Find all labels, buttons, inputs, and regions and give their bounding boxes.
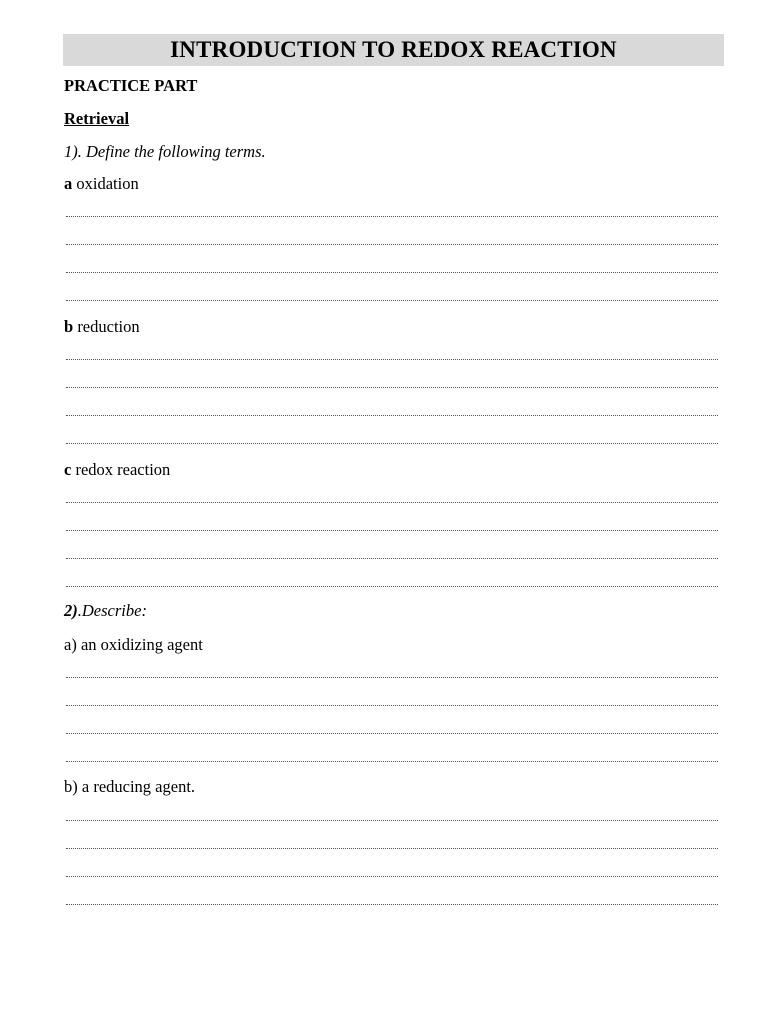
answer-line[interactable]: [66, 300, 718, 301]
subsection-heading: Retrieval: [64, 109, 130, 128]
answer-line[interactable]: [66, 216, 718, 217]
question-2-text: .Describe:: [77, 601, 147, 620]
answer-line[interactable]: [66, 443, 718, 444]
page-title: INTRODUCTION TO REDOX REACTION: [170, 37, 617, 62]
answer-line[interactable]: [66, 244, 718, 245]
question-1-prompt: [64, 142, 266, 162]
question-1b-term: reduction: [73, 317, 140, 336]
section-heading: PRACTICE PART: [64, 76, 198, 95]
question-2a: a) an oxidizing agent: [64, 635, 203, 654]
title-banner: [63, 34, 724, 66]
answer-line[interactable]: [66, 733, 718, 734]
question-1a-term: oxidation: [72, 174, 139, 193]
answer-line[interactable]: [66, 820, 718, 821]
answer-line[interactable]: [66, 848, 718, 849]
question-1a: [64, 174, 139, 194]
question-2-number: 2): [64, 601, 78, 620]
answer-line[interactable]: [66, 387, 718, 388]
question-1b-letter: b: [64, 317, 74, 336]
question-1c-letter: c: [64, 460, 72, 479]
answer-line[interactable]: [66, 705, 718, 706]
question-2b: b) a reducing agent.: [64, 777, 196, 796]
question-1-text: ). Define the following terms.: [72, 142, 266, 161]
answer-line[interactable]: [66, 502, 718, 503]
answer-line[interactable]: [66, 586, 718, 587]
question-1c-term: redox reaction: [71, 460, 171, 479]
question-1c: [64, 460, 170, 480]
question-1-number: 1: [64, 142, 73, 161]
answer-line[interactable]: [66, 415, 718, 416]
answer-line[interactable]: [66, 272, 718, 273]
answer-line[interactable]: [66, 677, 718, 678]
answer-line[interactable]: [66, 904, 718, 905]
answer-line[interactable]: [66, 530, 718, 531]
question-2-prompt: [64, 601, 147, 621]
question-1b: [64, 317, 140, 337]
answer-line[interactable]: [66, 558, 718, 559]
answer-line[interactable]: [66, 876, 718, 877]
answer-line[interactable]: [66, 761, 718, 762]
question-1a-letter: a: [64, 174, 73, 193]
answer-line[interactable]: [66, 359, 718, 360]
